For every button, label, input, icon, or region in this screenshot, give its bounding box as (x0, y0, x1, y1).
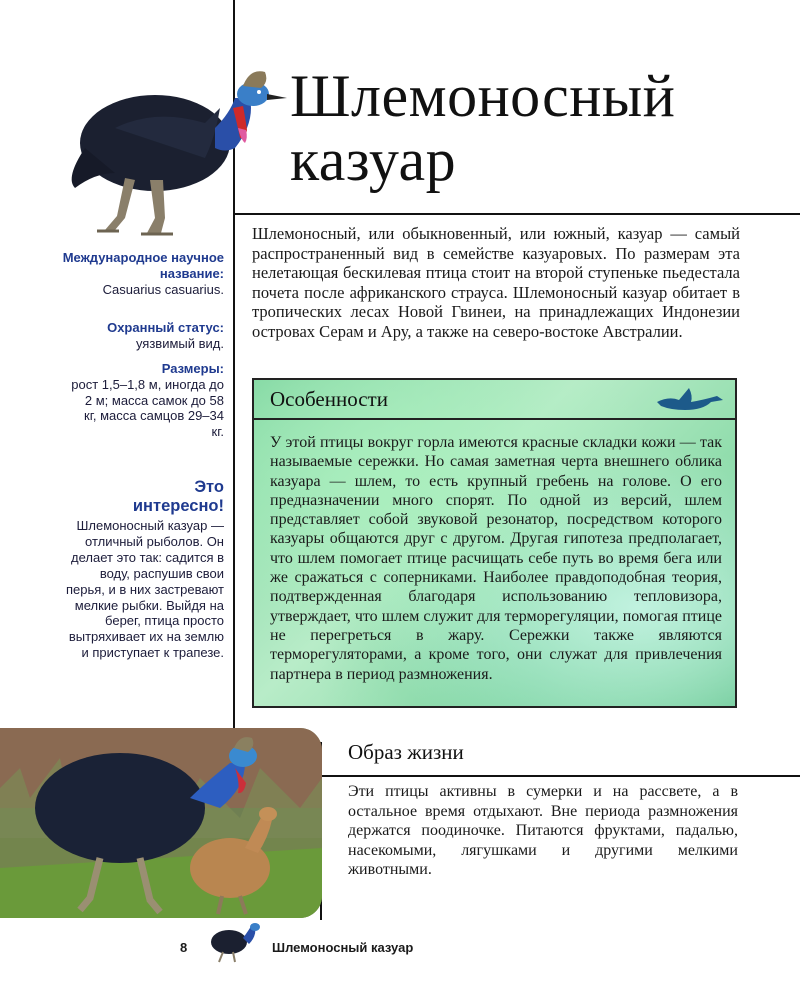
title-divider (233, 213, 800, 215)
sci-name-label: Международное научное название: (62, 250, 224, 281)
title-line-2: казуар (290, 127, 457, 193)
interest-text: Шлемоносный казуар — отличный рыболов. Он делает это так: садится в воду, распушив свои перья, и в них застревают мелкие рыбки. Выйдя на берег, птица просто вытряхивает их на землю и приступает к трапезе. (66, 518, 224, 661)
cassowary-illustration (55, 68, 295, 238)
size-value: рост 1,5–1,8 м, иногда до 2 м; масса самок до 58 кг, масса самцов 29–34 кг. (71, 376, 224, 440)
lifestyle-paragraph: Эти птицы активны в сумерки и на рассвете, а в остальное время отдыхают. Вне периода размножения держатся поодиночке. Питаются фруктами, падалью, насекомыми, лягушками и другими мелкими животными. (348, 783, 738, 879)
intro-text (252, 224, 740, 342)
lifestyle-divider (322, 775, 800, 777)
sci-name-value: Casuarius casuarius. (102, 281, 224, 297)
features-header (254, 380, 735, 420)
page-title (290, 64, 790, 192)
sci-name-block (40, 250, 224, 297)
footer-cassowary-icon (205, 922, 265, 964)
page-number: 8 (180, 940, 188, 955)
title-line-1: Шлемоносный (290, 63, 676, 129)
cassowary-photo (0, 728, 322, 918)
intro-paragraph: Шлемоносный, или обыкновенный, или южный, казуар — самый распространенный вид в семействе казуаровых. По размерам эта нелетающая бескилевая птица стоит на второй ступеньке пьедестала почета после африканского страуса. Шлемоносный казуар обитает в тропических лесах Новой Гвинеи, на принадлежащих Индонезии островах Серам и Ару, а также на северо-востоке Австралии. (252, 224, 740, 341)
size-label: Размеры: (161, 361, 224, 376)
lifestyle-text (348, 782, 738, 880)
interest-title: Это интересно! (132, 478, 224, 515)
features-paragraph: У этой птицы вокруг горла имеются красные складки кожи — так называемые сережки. Но самая заметная черта внешнего облика казуара — шлем, то есть крупный гребень на голове. О его предназначении много спорят. По одной из версий, шлем представляет собой звуковой резонатор, посредством которого казуары общаются друг с другом. Другая гипотеза предполагает, что шлем помогает птице расчищать себе путь во время бега или же сражаться с соперниками. Наиболее правдоподобная теория, подтвержденная благодаря использованию тепловизора, утверждает, что шлем служит для терморегуляции, помогая птице не перегреться в жару. Сережки также являются терморегуляторами, а кроме того, они служат для привлечения партнера в период размножения. (270, 434, 722, 683)
lifestyle-title: Образ жизни (348, 740, 464, 764)
size-block (70, 361, 224, 440)
running-title: Шлемоносный казуар (272, 940, 414, 955)
bird-silhouette-icon (655, 386, 725, 414)
status-block (40, 320, 224, 352)
features-title: Особенности (270, 387, 388, 411)
features-text (270, 433, 722, 684)
status-label: Охранный статус: (107, 320, 224, 335)
status-value: уязвимый вид. (135, 335, 224, 351)
features-box (252, 378, 737, 708)
